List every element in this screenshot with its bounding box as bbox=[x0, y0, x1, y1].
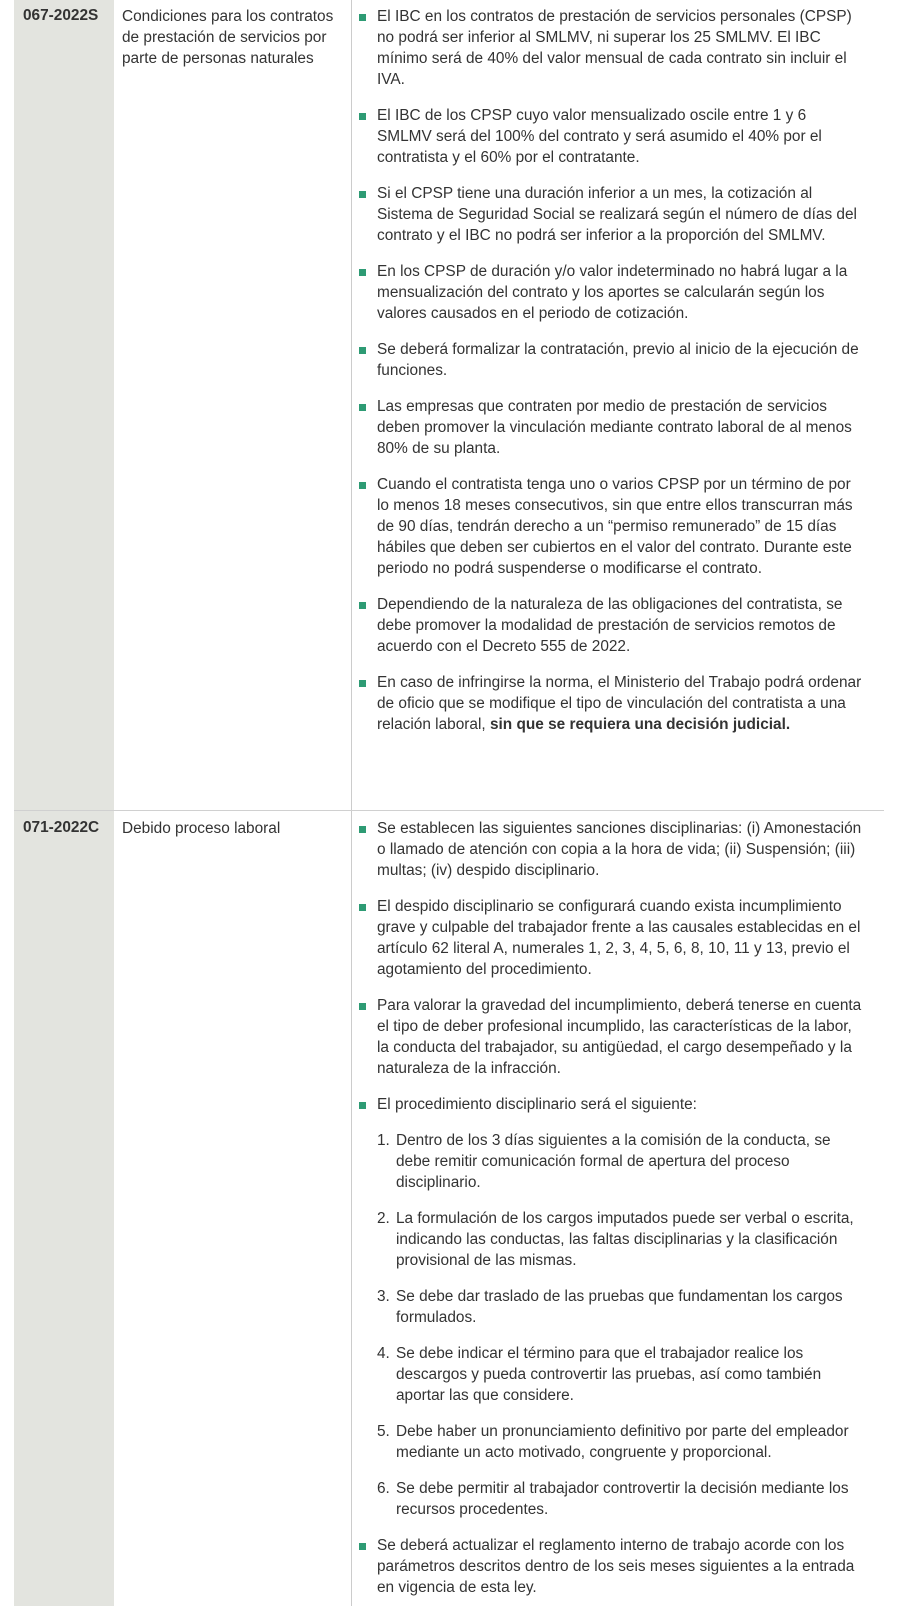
list-item: El despido disciplinario se configurará cuando exista incumplimiento grave y culpable del trabajador frente a las causales establecidas en el artículo 62 literal A, numerales 1, 2, 3, 4, 5, 6, 8, 10, 11 y 13, previo el agotamiento del procedimiento. bbox=[353, 896, 863, 980]
bullet-square-icon bbox=[359, 347, 366, 354]
list-item: Las empresas que contraten por medio de prestación de servicios deben promover la vinculación mediante contrato laboral de al menos 80% de su planta. bbox=[353, 396, 863, 459]
code-column bbox=[14, 0, 114, 1606]
bullet-square-icon bbox=[359, 904, 366, 911]
list-item: El procedimiento disciplinario será el siguiente: bbox=[353, 1094, 863, 1115]
bullet-square-icon bbox=[359, 602, 366, 609]
list-item: Se deberá formalizar la contratación, previo al inicio de la ejecución de funciones. bbox=[353, 339, 863, 381]
list-item: El IBC de los CPSP cuyo valor mensualizado oscile entre 1 y 6 SMLMV será del 100% del contrato y será asumido el 40% por el contratista y el 60% por el contratante. bbox=[353, 105, 863, 168]
bullet-square-icon bbox=[359, 1102, 366, 1109]
list-item: El IBC en los contratos de prestación de servicios personales (CPSP) no podrá ser inferior al SMLMV, ni superar los 25 SMLMV. El IBC mínimo será de 40% del valor mensual de cada contrato sin incluir el IVA. bbox=[353, 6, 863, 90]
numbered-step: 6. Se debe permitir al trabajador controvertir la decisión mediante los recursos procedentes. bbox=[377, 1480, 849, 1518]
list-item: Dependiendo de la naturaleza de las obligaciones del contratista, se debe promover la modalidad de prestación de servicios remotos de acuerdo con el Decreto 555 de 2022. bbox=[353, 594, 863, 657]
row-code: 067-2022S bbox=[23, 7, 99, 24]
row-separator bbox=[14, 810, 884, 811]
bullet-square-icon bbox=[359, 482, 366, 489]
row-topic: Debido proceso laboral bbox=[122, 820, 281, 837]
row-1-bullets bbox=[353, 6, 863, 750]
bullet-square-icon bbox=[359, 1543, 366, 1550]
bullet-square-icon bbox=[359, 404, 366, 411]
list-item: Se establecen las siguientes sanciones disciplinarias: (i) Amonestación o llamado de atención con copia a la hora de vida; (ii) Suspensión; (iii) multas; (iv) despido disciplinario. bbox=[353, 818, 863, 881]
numbered-step: 5. Debe haber un pronunciamiento definitivo por parte del empleador mediante un acto motivado, congruente y proporcional. bbox=[377, 1423, 849, 1461]
list-item: Cuando el contratista tenga uno o varios CPSP por un término de por lo menos 18 meses consecutivos, sin que entre ellos transcurran más de 90 días, tendrán derecho a un “permiso remunerado” de 15 días hábiles que deben ser cubiertos en el valor del contrato. Durante este periodo no podrá suspenderse o modificarse el contrato. bbox=[353, 474, 863, 579]
bullet-square-icon bbox=[359, 826, 366, 833]
list-item: Si el CPSP tiene una duración inferior a un mes, la cotización al Sistema de Seguridad Social se realizará según el número de días del contrato y el IBC no podrá ser inferior a la proporción del SMLMV. bbox=[353, 183, 863, 246]
bullet-square-icon bbox=[359, 14, 366, 21]
numbered-step: 2. La formulación de los cargos imputados puede ser verbal o escrita, indicando las conductas, las faltas disciplinarias y la clasificación provisional de las mismas. bbox=[377, 1210, 854, 1269]
numbered-step: 3. Se debe dar traslado de las pruebas que fundamentan los cargos formulados. bbox=[377, 1288, 843, 1326]
bullet-square-icon bbox=[359, 680, 366, 687]
list-item: En los CPSP de duración y/o valor indeterminado no habrá lugar a la mensualización del contrato y los aportes se calcularán según los valores causados en el periodo de cotización. bbox=[353, 261, 863, 324]
bullet-square-icon bbox=[359, 269, 366, 276]
row-topic: Condiciones para los contratos de prestación de servicios por parte de personas naturales bbox=[122, 8, 334, 67]
bullet-square-icon bbox=[359, 113, 366, 120]
row-2-bullets bbox=[353, 818, 863, 1613]
numbered-step: 1. Dentro de los 3 días siguientes a la comisión de la conducta, se debe remitir comunicación formal de apertura del proceso disciplinario. bbox=[377, 1132, 831, 1191]
bullet-square-icon bbox=[359, 191, 366, 198]
emphasis-text: sin que se requiera una decisión judicial. bbox=[489, 716, 791, 733]
list-item: Para valorar la gravedad del incumplimiento, deberá tenerse en cuenta el tipo de deber profesional incumplido, las características de la labor, la conducta del trabajador, su antigüedad, el cargo desempeñado y la naturaleza de la infracción. bbox=[353, 995, 863, 1079]
list-item: En caso de infringirse la norma, el Ministerio del Trabajo podrá ordenar de oficio que se modifique el tipo de vinculación del contratista a una relación laboral, sin que se requiera una decisión judicial. bbox=[353, 672, 863, 735]
column-divider bbox=[351, 0, 352, 1606]
bullet-square-icon bbox=[359, 1003, 366, 1010]
numbered-step: 4. Se debe indicar el término para que el trabajador realice los descargos y pueda controvertir las pruebas, así como también aportar las que considere. bbox=[377, 1345, 822, 1404]
row-code: 071-2022C bbox=[23, 819, 100, 836]
numbered-steps bbox=[353, 1130, 863, 1520]
list-item: Se deberá actualizar el reglamento interno de trabajo acorde con los parámetros descritos dentro de los seis meses siguientes a la entrada en vigencia de esta ley. bbox=[353, 1535, 863, 1598]
